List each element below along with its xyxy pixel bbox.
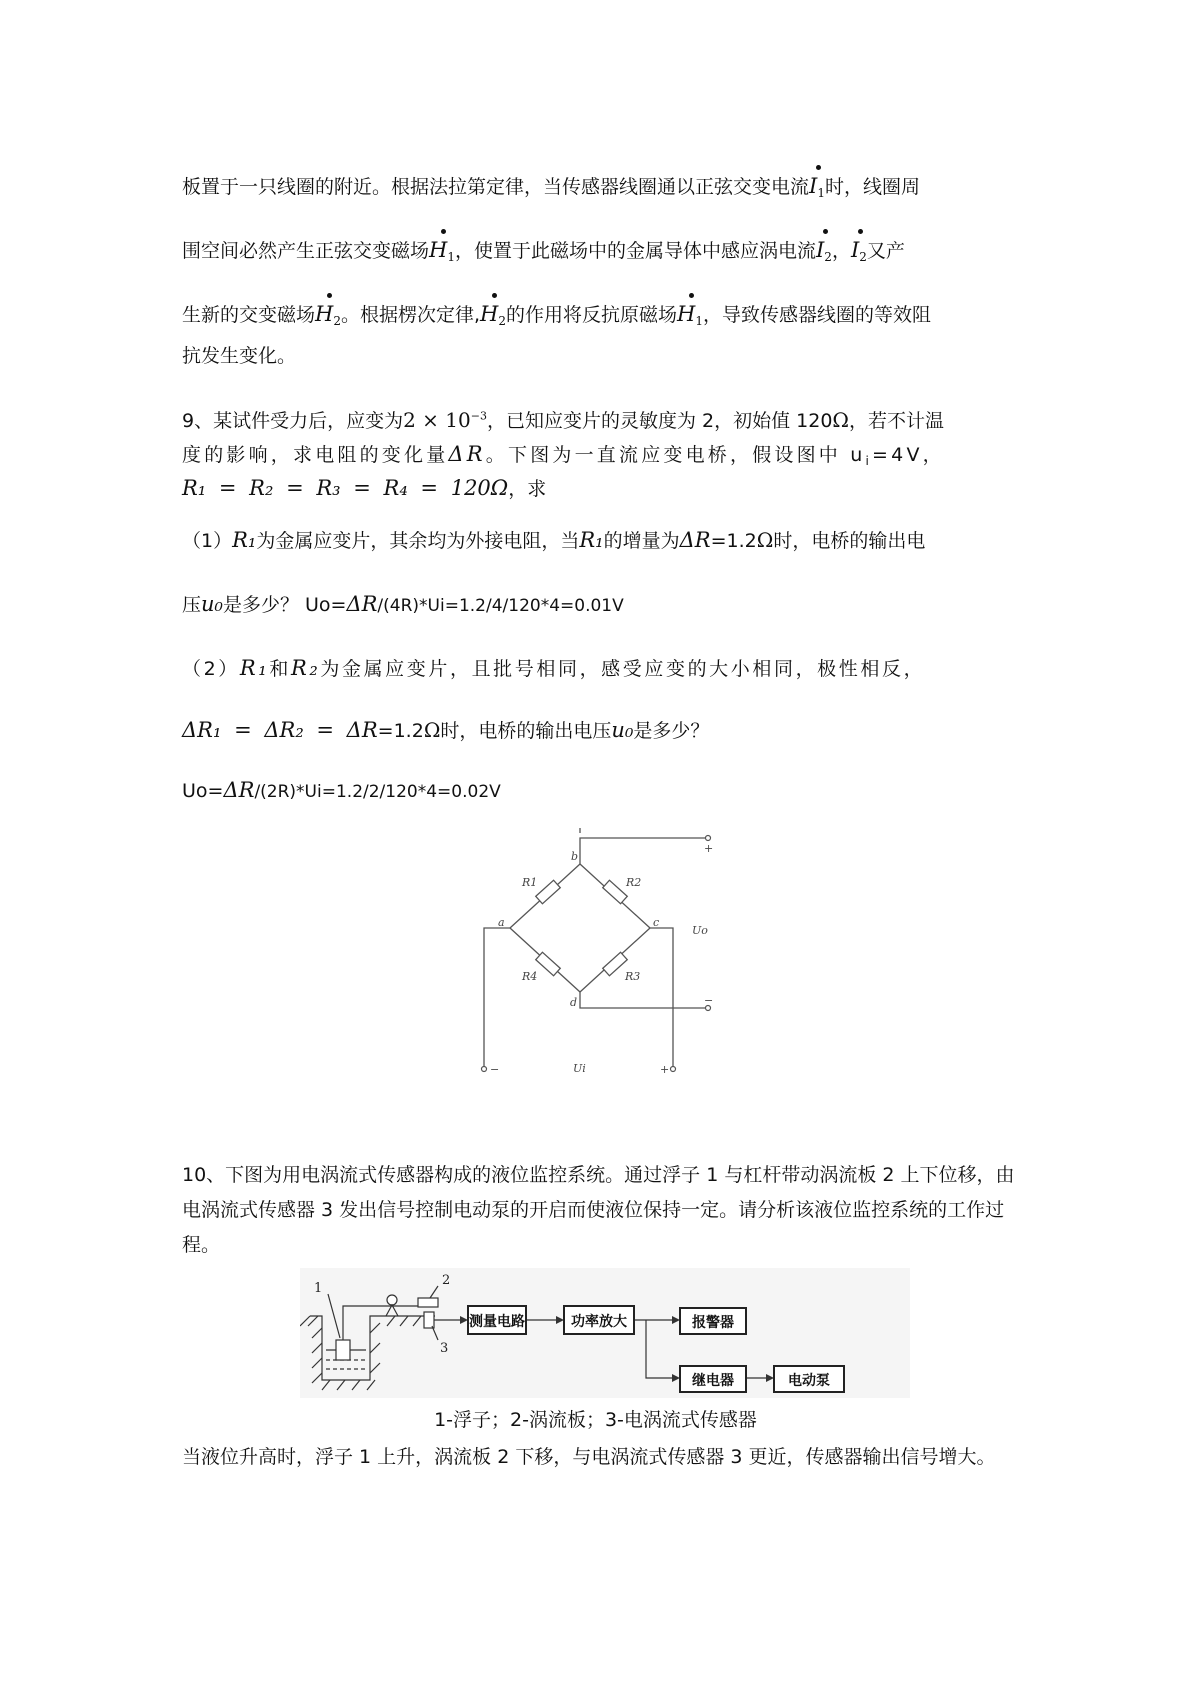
text: ，导致传感器线圈的等效阻: [702, 304, 931, 326]
label-num-3: 3: [440, 1341, 449, 1356]
text: 的作用将反抗原磁场: [506, 304, 678, 326]
R4-label: R4: [522, 970, 538, 983]
uo-plus: +: [704, 842, 714, 855]
q9-part-2: （2）R₁和R₂为金属应变片，且批号相同，感受应变的大小相同，极性相反，: [182, 656, 926, 680]
R1-label: R1: [522, 876, 538, 889]
Ui-label: Ui: [573, 1062, 586, 1075]
label-power-amplifier: 功率放大: [571, 1314, 627, 1330]
q9-part-2-answer: Uo=ΔR/(2R)*Ui=1.2/2/120*4=0.02V: [182, 778, 501, 802]
q10-text: 10、下图为用电涡流式传感器构成的液位监控系统。通过浮子 1 与杠杆带动涡流板 2 上下位移，由电涡流式传感器 3 发出信号控制电动泵的开启而使液位保持一定。请分析该液位监控系统的工作过程。: [182, 1164, 1015, 1256]
q9-line-2: 度的影响，求电阻的变化量ΔR。下图为一直流应变电桥，假设图中 $u_i=4V$，: [182, 442, 945, 468]
strain-value: $2 \times 10^{-3}$: [403, 408, 487, 432]
current-I2-symbol-b: $I_2$: [850, 238, 867, 264]
q8-line-3: [182, 300, 931, 328]
text: 围空间必然产生正弦交变磁场: [182, 240, 430, 262]
node-c-label: c: [653, 916, 660, 929]
node-d-label: d: [570, 996, 578, 1009]
field-H2-symbol-b: $H_2$: [480, 302, 506, 328]
label-num-2: 2: [442, 1273, 451, 1288]
field-H2-symbol: $H_2$: [315, 302, 341, 328]
uo-minus: −: [704, 994, 714, 1007]
text: 板置于一只线圈的附近。根据法拉第定律，当传感器线圈通以正弦交变电流: [182, 176, 810, 198]
text: ，: [831, 240, 851, 262]
q9-condition: R₁ = R₂ = R₃ = R₄ = 120Ω，求: [182, 476, 547, 500]
label-alarm: 报警器: [692, 1315, 734, 1331]
q10-answer: 当液位升高时，浮子 1 上升，涡流板 2 下移，与电涡流式传感器 3 更近，传感器输出信号增大。: [182, 1446, 996, 1468]
R2-label: R2: [626, 876, 642, 889]
text: 。根据楞次定律,: [340, 304, 481, 326]
node-a-label: a: [498, 916, 505, 929]
figure-caption: 1-浮子；2-涡流板；3-电涡流式传感器: [434, 1409, 757, 1431]
label-pump: 电动泵: [788, 1373, 830, 1389]
ui-plus: +: [660, 1063, 670, 1076]
R3-label: R3: [625, 970, 641, 983]
field-H1-symbol-b: $H_1$: [677, 302, 703, 328]
text: 又产: [866, 240, 905, 262]
text: ，使置于此磁场中的金属导体中感应涡电流: [454, 240, 816, 262]
bridge-circuit-diagram: [470, 828, 730, 1088]
field-H1-symbol: $H_1$: [429, 238, 455, 264]
node-b-label: b: [571, 850, 579, 863]
ui-minus: −: [490, 1063, 500, 1076]
text: 生新的交变磁场: [182, 304, 316, 326]
text: 时，线圈周: [824, 176, 920, 198]
q9-line-1: 9、某试件受力后，应变为$2 \times 10^{-3}$，已知应变片的灵敏度为 2，初始值 120Ω，若不计温: [182, 408, 945, 432]
q8-line-2: [182, 236, 905, 264]
q8-line-4: 抗发生变化。: [182, 345, 297, 367]
label-num-1: 1: [314, 1281, 323, 1296]
label-measure-circuit: 测量电路: [469, 1314, 525, 1330]
q9-part-1-line-2: 压u₀是多少？ Uo=ΔR/(4R)*Ui=1.2/4/120*4=0.01V: [182, 592, 624, 616]
q9-part-1: （1）R₁为金属应变片，其余均为外接电阻，当R₁的增量为ΔR=1.2Ω时，电桥的输出电: [182, 528, 926, 552]
q9-part-2-line-2: ΔR₁ = ΔR₂ = ΔR=1.2Ω时，电桥的输出电压u₀是多少？: [182, 718, 710, 742]
level-control-diagram: [300, 1268, 910, 1398]
q8-line-1: [182, 172, 920, 200]
Uo-label: Uo: [692, 924, 708, 937]
current-I2-symbol: $I_2$: [816, 238, 832, 264]
current-I1-symbol: $I_1$: [809, 174, 825, 200]
label-relay: 继电器: [692, 1373, 734, 1389]
